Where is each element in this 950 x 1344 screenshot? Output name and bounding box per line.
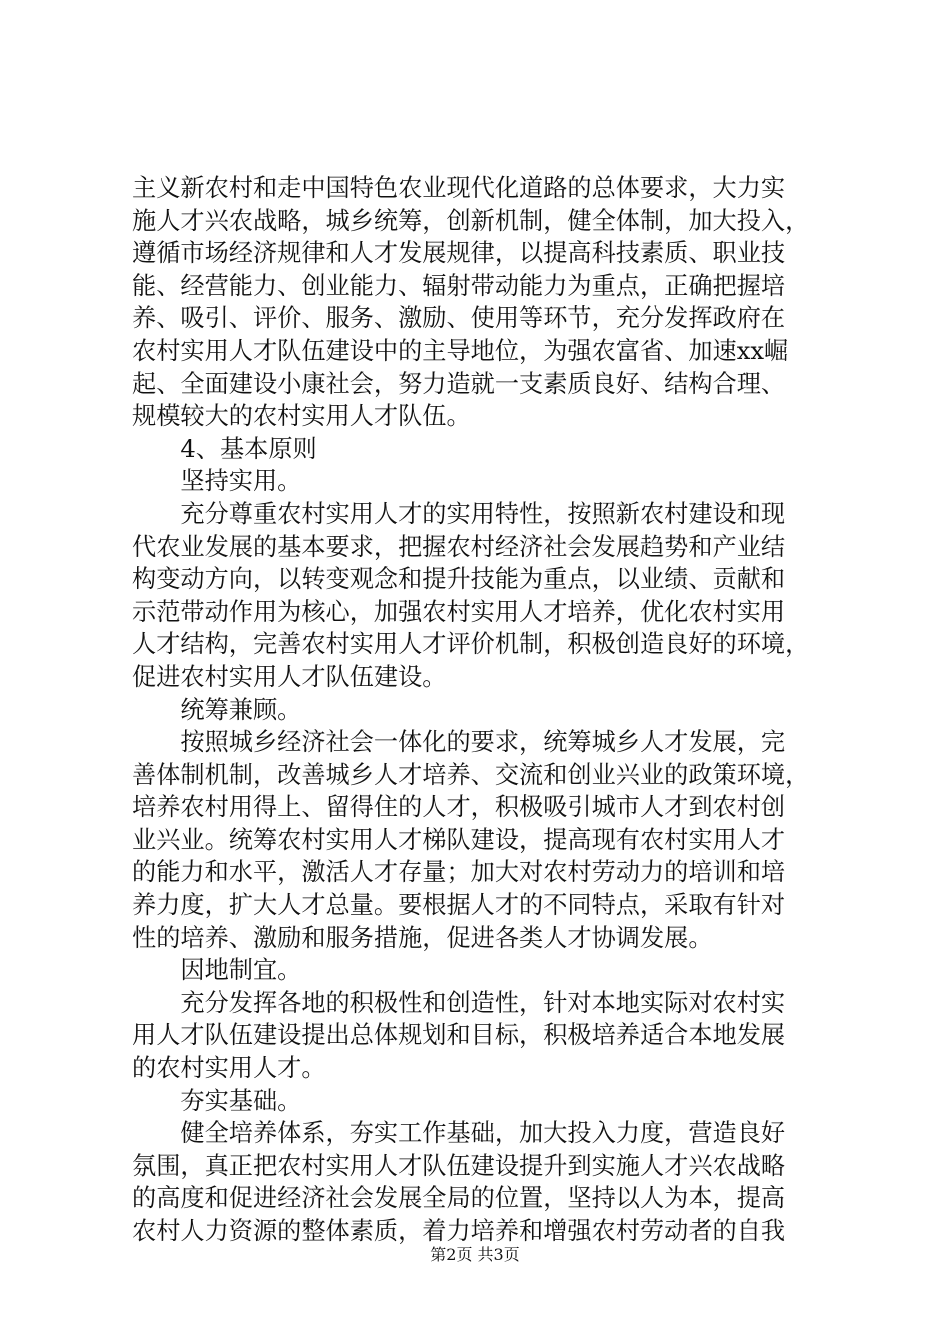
text-line: 的农村实用人才。 [132,1054,326,1083]
principle-heading: 夯实基础。 [132,1086,302,1115]
document-body [132,172,832,1248]
principle-heading: 统筹兼顾。 [132,695,302,724]
text-line: 氛围，真正把农村实用人才队伍建设提升到实施人才兴农战略 [132,1151,786,1180]
text-line: 的高度和促进经济社会发展全局的位置，坚持以人为本，提高 [132,1184,786,1213]
section-heading: 4、基本原则 [132,434,317,463]
text-line: 用人才队伍建设提出总体规划和目标，积极培养适合本地发展 [132,1021,786,1050]
text-line: 的能力和水平，激活人才存量；加大对农村劳动力的培训和培 [132,858,786,887]
page-footer [0,1244,950,1266]
text-line: 养力度，扩大人才总量。要根据人才的不同特点，采取有针对 [132,891,786,920]
text-line: 人才结构，完善农村实用人才评价机制，积极创造良好的环境， [132,630,810,659]
text-line: 充分发挥各地的积极性和创造性，针对本地实际对农村实 [132,988,786,1017]
text-line: 性的培养、激励和服务措施，促进各类人才协调发展。 [132,923,713,952]
text-line: 促进农村实用人才队伍建设。 [132,662,447,691]
text-line: 善体制机制，改善城乡人才培养、交流和创业兴业的政策环境， [132,760,810,789]
principle-heading: 坚持实用。 [132,467,302,496]
text-line: 能、经营能力、创业能力、辐射带动能力为重点，正确把握培 [132,271,786,300]
text-line: 培养农村用得上、留得住的人才，积极吸引城市人才到农村创 [132,793,786,822]
text-line: 构变动方向，以转变观念和提升技能为重点，以业绩、贡献和 [132,565,786,594]
text-line: 施人才兴农战略，城乡统筹，创新机制，健全体制，加大投入， [132,206,810,235]
text-line: 起、全面建设小康社会，努力造就一支素质良好、结构合理、 [132,369,786,398]
text-line: 示范带动作用为核心，加强农村实用人才培养，优化农村实用 [132,597,786,626]
text-line: 遵循市场经济规律和人才发展规律，以提高科技素质、职业技 [132,239,786,268]
text-line: 按照城乡经济社会一体化的要求，统筹城乡人才发展，完 [132,728,786,757]
page-number: 第2页 共3页 [430,1245,520,1264]
text-line: 规模较大的农村实用人才队伍。 [132,402,471,431]
text-line: 农村人力资源的整体素质，着力培养和增强农村劳动者的自我 [132,1217,786,1245]
text-line: 充分尊重农村实用人才的实用特性，按照新农村建设和现 [132,499,786,528]
text-line: 养、吸引、评价、服务、激励、使用等环节，充分发挥政府在 [132,304,786,333]
principle-heading: 因地制宜。 [132,956,302,985]
text-line: 业兴业。统筹农村实用人才梯队建设，提高现有农村实用人才 [132,825,786,854]
text-line: 代农业发展的基本要求，把握农村经济社会发展趋势和产业结 [132,532,786,561]
text-line: 主义新农村和走中国特色农业现代化道路的总体要求，大力实 [132,174,786,202]
text-line: 农村实用人才队伍建设中的主导地位，为强农富省、加速xx崛 [132,336,789,365]
text-line: 健全培养体系，夯实工作基础，加大投入力度，营造良好 [132,1119,786,1148]
